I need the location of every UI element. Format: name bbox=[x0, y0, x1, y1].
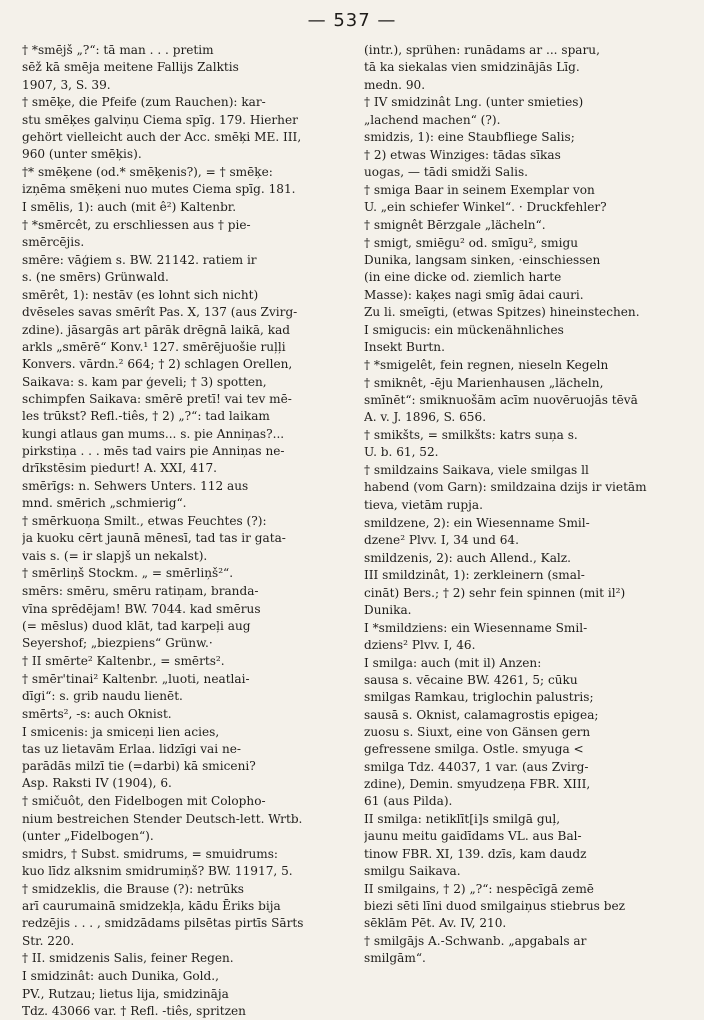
dictionary-entry bbox=[22, 653, 344, 670]
entry-line: U. b. 61, 52. bbox=[364, 445, 439, 460]
dictionary-entry bbox=[22, 793, 344, 845]
entry-line: † smidzeklis, die Brause (?): netrūks bbox=[22, 881, 244, 896]
entry-line: gehört vielleicht auch der Acc. smēķi ME. III, bbox=[22, 129, 302, 144]
entry-line: Asp. Raksti IV (1904), 6. bbox=[22, 776, 172, 791]
entry-line: 61 (aus Pilda). bbox=[364, 794, 453, 809]
dictionary-entry bbox=[22, 671, 344, 706]
entry-line: les trūkst? Refl.-tiês, † 2) „?“: tad laikam bbox=[22, 409, 270, 424]
entry-line: I smidzinât: auch Dunika, Gold., bbox=[22, 969, 219, 984]
entry-line: smilgas Ramkau, triglochin palustris; bbox=[364, 690, 594, 705]
dictionary-entry bbox=[22, 881, 344, 950]
dictionary-entry bbox=[364, 881, 686, 933]
dictionary-entry bbox=[22, 478, 344, 513]
dictionary-entry bbox=[22, 968, 344, 1020]
dictionary-entry bbox=[364, 42, 686, 94]
dictionary-entry bbox=[22, 199, 344, 216]
entry-line: Dunika. bbox=[364, 603, 412, 617]
entry-line: † smērliņš Stockm. „ = smērliņš²“. bbox=[22, 566, 234, 581]
entry-line: † smigt, smiēgu² od. smīgu², smigu bbox=[364, 235, 579, 250]
entry-line: II smilga: netiklīt[i]s smilgā guļ, bbox=[364, 812, 561, 827]
entry-line: I smilga: auch (mit il) Anzen: bbox=[364, 655, 542, 670]
entry-line: tā ka siekalas vien smidzinājās Līg. bbox=[364, 60, 580, 75]
entry-line: ja kuoku cērt jaunā mēnesī, tad tas ir gata- bbox=[22, 531, 286, 546]
dictionary-entry bbox=[364, 550, 686, 567]
dictionary-entry bbox=[22, 583, 344, 652]
entry-line: arī caurumainā smidzekļa, kādu Ēriks bija bbox=[22, 899, 281, 914]
entry-line: sēž kā smēja meitene Fallijs Zalktis bbox=[22, 60, 239, 75]
entry-line: 960 (unter smēķis). bbox=[22, 147, 142, 162]
dictionary-entry bbox=[22, 706, 344, 723]
entry-line: smēre: vāģiem s. BW. 21142. ratiem ir bbox=[22, 253, 257, 268]
entry-line: † smiga Baar in seinem Exemplar von bbox=[364, 182, 595, 197]
entry-line: I smicenis: ja smiceņi lien acies, bbox=[22, 724, 220, 739]
entry-line: † smignêt Bērzgale „lächeln“. bbox=[364, 217, 546, 232]
dictionary-entry bbox=[22, 94, 344, 163]
entry-line: smērcējis. bbox=[22, 235, 85, 250]
dictionary-entry bbox=[22, 287, 344, 477]
entry-line: Seyershof; „biezpiens“ Grünw.· bbox=[22, 636, 213, 651]
entry-line: smildzene, 2): ein Wiesenname Smil- bbox=[364, 515, 590, 530]
entry-line: † *smējš „?“: tā man . . . pretim bbox=[22, 43, 214, 57]
entry-line: sausā s. Oknist, calamagrostis epigea; bbox=[364, 707, 599, 722]
dictionary-entry bbox=[364, 620, 686, 655]
right-column bbox=[364, 42, 686, 968]
entry-line: smīnēt“: smiknuošām acīm nuovēruojās tēvā bbox=[364, 392, 638, 407]
left-column bbox=[22, 42, 344, 1020]
entry-line: s. (ne smērs) Grünwald. bbox=[22, 270, 169, 285]
entry-line: Konvers. vārdn.² 664; † 2) schlagen Orellen, bbox=[22, 357, 293, 372]
entry-line: II smilgains, † 2) „?“: nespēcīgā zemē bbox=[364, 881, 594, 896]
entry-line: vīna sprēdējam! BW. 7044. kad smērus bbox=[22, 601, 261, 616]
entry-line: Str. 220. bbox=[22, 933, 75, 948]
entry-line: kungi atlaus gan mums... s. pie Anniņas?... bbox=[22, 426, 285, 441]
entry-line: smērts², -s: auch Oknist. bbox=[22, 706, 172, 721]
entry-line: (= mēslus) duod klāt, tad karpeļi aug bbox=[22, 618, 251, 633]
entry-line: PV., Rutzau; lietus lija, smidzināja bbox=[22, 986, 229, 1001]
entry-line: † smikšts, = smilkšts: katrs suņa s. bbox=[364, 428, 578, 443]
dictionary-entry bbox=[22, 42, 344, 94]
entry-line: Saikava: s. kam par ģeveli; † 3) spotten, bbox=[22, 374, 267, 389]
dictionary-entry bbox=[22, 565, 344, 582]
entry-line: zdine), Demin. smyudzeņa FBR. XIII, bbox=[364, 776, 591, 791]
entry-line: smilga Tdz. 44037, 1 var. (aus Zvirg- bbox=[364, 759, 589, 774]
entry-line: habend (vom Garn): smildzaina dzijs ir vietām bbox=[364, 480, 647, 495]
dictionary-entry bbox=[22, 252, 344, 287]
dictionary-entry bbox=[364, 462, 686, 514]
dictionary-entry bbox=[364, 129, 686, 181]
entry-line: † smēķe, die Pfeife (zum Rauchen): kar- bbox=[22, 95, 266, 110]
entry-line: Insekt Burtn. bbox=[364, 340, 445, 355]
entry-line: † IV smidzinât Lng. (unter smieties) bbox=[364, 95, 584, 110]
entry-line: † smičuôt, den Fidelbogen mit Colopho- bbox=[22, 794, 266, 809]
entry-line: Dunika, langsam sinken, ·einschiessen bbox=[364, 253, 601, 268]
entry-line: I *smildziens: ein Wiesenname Smil- bbox=[364, 620, 588, 635]
entry-line: dziens² Plvv. I, 46. bbox=[364, 638, 476, 653]
entry-line: pirkstiņa . . . mēs tad vairs pie Anniņas ne- bbox=[22, 443, 285, 458]
entry-line: izņēma smēķeni nuo mutes Ciema spīg. 181. bbox=[22, 182, 296, 197]
entry-line: sēklām Pēt. Av. IV, 210. bbox=[364, 916, 507, 931]
entry-line: † smērkuoņa Smilt., etwas Feuchtes (?): bbox=[22, 514, 267, 529]
dictionary-entry bbox=[22, 846, 344, 881]
entry-line: A. v. J. 1896, S. 656. bbox=[364, 410, 487, 425]
entry-line: „lachend machen“ (?). bbox=[364, 112, 501, 127]
entry-line: sausa s. vēcaine BW. 4261, 5; cūku bbox=[364, 673, 578, 688]
entry-line: smilgām“. bbox=[364, 951, 426, 966]
entry-line: (intr.), sprühen: runādams ar ... sparu, bbox=[364, 43, 600, 57]
entry-line: smidzis, 1): eine Staubfliege Salis; bbox=[364, 130, 575, 145]
dictionary-entry bbox=[364, 94, 686, 129]
entry-line: U. „ein schiefer Winkel“. · Druckfehler? bbox=[364, 200, 607, 215]
entry-line: jaunu meitu gaidīdams VL. aus Bal- bbox=[364, 829, 582, 844]
entry-line: drīkstēsim piedurt! A. XXI, 417. bbox=[22, 461, 218, 476]
dictionary-entry bbox=[364, 515, 686, 550]
dictionary-entry bbox=[364, 933, 686, 968]
dictionary-entry bbox=[364, 182, 686, 217]
entry-line: † II. smidzenis Salis, feiner Regen. bbox=[22, 951, 234, 966]
entry-line: tieva, vietām rupja. bbox=[364, 497, 483, 512]
entry-line: kuo līdz alksnim smidrumiņš? BW. 11917, 5. bbox=[22, 863, 293, 878]
entry-line: redzējis . . . , smidzādams pilsētas pirtīs Sārts bbox=[22, 916, 304, 931]
dictionary-entry bbox=[22, 513, 344, 565]
entry-line: smilgu Saikava. bbox=[364, 863, 461, 878]
dictionary-entry bbox=[22, 724, 344, 793]
entry-line: parādās milzī tie (=darbi) kā smiceni? bbox=[22, 759, 256, 774]
entry-line: † smiknêt, -ēju Marienhausen „lächeln, bbox=[364, 375, 604, 390]
entry-line: vais s. (= ir slapjš un nekalst). bbox=[22, 548, 208, 563]
entry-line: medn. 90. bbox=[364, 77, 426, 92]
entry-line: biezi sēti līni duod smilgaiņus stiebrus bez bbox=[364, 899, 626, 914]
entry-line: 1907, 3, S. 39. bbox=[22, 77, 111, 92]
entry-line: Tdz. 43066 var. † Refl. -tiês, spritzen bbox=[22, 1003, 246, 1018]
entry-line: (in eine dicke od. ziemlich harte bbox=[364, 270, 562, 285]
entry-line: † *smērcêt, zu erschliessen aus † pie- bbox=[22, 217, 251, 232]
entry-line: † 2) etwas Winziges: tādas sīkas bbox=[364, 147, 561, 162]
dictionary-entry bbox=[22, 217, 344, 252]
entry-line: tas uz lietavām Erlaa. lidzīgi vai ne- bbox=[22, 741, 241, 756]
entry-line: stu smēķes galviņu Ciema spīg. 179. Hierher bbox=[22, 112, 298, 127]
entry-line: schimpfen Saikava: smērē pretī! vai tev mē- bbox=[22, 391, 292, 406]
entry-line: III smildzinât, 1): zerkleinern (smal- bbox=[364, 568, 585, 583]
entry-line: †* smēķene (od.* smēķenis?), = † smēķe: bbox=[22, 165, 273, 180]
entry-line: dvēseles savas smērît Pas. X, 137 (aus Zvirg- bbox=[22, 305, 298, 320]
entry-line: zuosu s. Siuxt, eine von Gänsen gern bbox=[364, 725, 591, 740]
entry-line: † smildzains Saikava, viele smilgas ll bbox=[364, 463, 589, 478]
entry-line: I smēlis, 1): auch (mit ê²) Kaltenbr. bbox=[22, 200, 237, 215]
page-number: — 537 — bbox=[307, 10, 397, 31]
entry-line: nium bestreichen Stender Deutsch-lett. Wrtb. bbox=[22, 811, 303, 826]
entry-line: smērs: smēru, smēru ratiņam, branda- bbox=[22, 584, 259, 599]
dictionary-entry bbox=[364, 427, 686, 462]
entry-line: smildzenis, 2): auch Allend., Kalz. bbox=[364, 550, 571, 565]
dictionary-entry bbox=[22, 950, 344, 967]
entry-line: Zu li. smeīgti, (etwas Spitzes) hineinstechen. bbox=[364, 304, 640, 319]
entry-line: † smēr'tinai² Kaltenbr. „luoti, neatlai- bbox=[22, 671, 250, 686]
entry-line: † II smērte² Kaltenbr., = smērts². bbox=[22, 653, 225, 668]
dictionary-entry bbox=[364, 357, 686, 374]
entry-line: † smilgājs A.-Schwanb. „apgabals ar bbox=[364, 934, 587, 949]
entry-line: arkls „smērē“ Konv.¹ 127. smērējuošie ruļļi bbox=[22, 340, 286, 355]
dictionary-entry bbox=[364, 235, 686, 321]
dictionary-entry bbox=[22, 164, 344, 199]
entry-line: † *smigelêt, fein regnen, nieseln Kegeln bbox=[364, 357, 609, 372]
entry-line: mnd. smērich „schmierig“. bbox=[22, 496, 187, 511]
entry-line: smērêt, 1): nestāv (es lohnt sich nicht) bbox=[22, 288, 259, 303]
dictionary-entry bbox=[364, 811, 686, 880]
entry-line: dzene² Plvv. I, 34 und 64. bbox=[364, 532, 519, 547]
entry-line: zdine). jāsargās art pārāk drēgnā laikā, kad bbox=[22, 322, 291, 337]
entry-line: smērīgs: n. Sehwers Unters. 112 aus bbox=[22, 478, 249, 493]
entry-line: cināt) Bers.; † 2) sehr fein spinnen (mit il²) bbox=[364, 585, 626, 600]
dictionary-entry bbox=[364, 375, 686, 427]
dictionary-entry bbox=[364, 567, 686, 619]
dictionary-entry bbox=[364, 217, 686, 234]
entry-line: tinow FBR. XI, 139. dzīs, kam daudz bbox=[364, 846, 587, 861]
entry-line: I smigucis: ein mückenähnliches bbox=[364, 322, 564, 337]
entry-line: uogas, — tādi smidži Salis. bbox=[364, 165, 529, 180]
entry-line: Masse): kaķes nagi smīg ādai cauri. bbox=[364, 287, 584, 302]
dictionary-entry bbox=[364, 322, 686, 357]
entry-line: (unter „Fidelbogen“). bbox=[22, 828, 154, 843]
dictionary-entry bbox=[364, 655, 686, 811]
entry-line: dīgi“: s. grib naudu lienēt. bbox=[22, 688, 183, 703]
entry-line: smidrs, † Subst. smidrums, = smuidrums: bbox=[22, 846, 279, 861]
entry-line: gefressene smilga. Ostle. smyuga < bbox=[364, 742, 584, 757]
